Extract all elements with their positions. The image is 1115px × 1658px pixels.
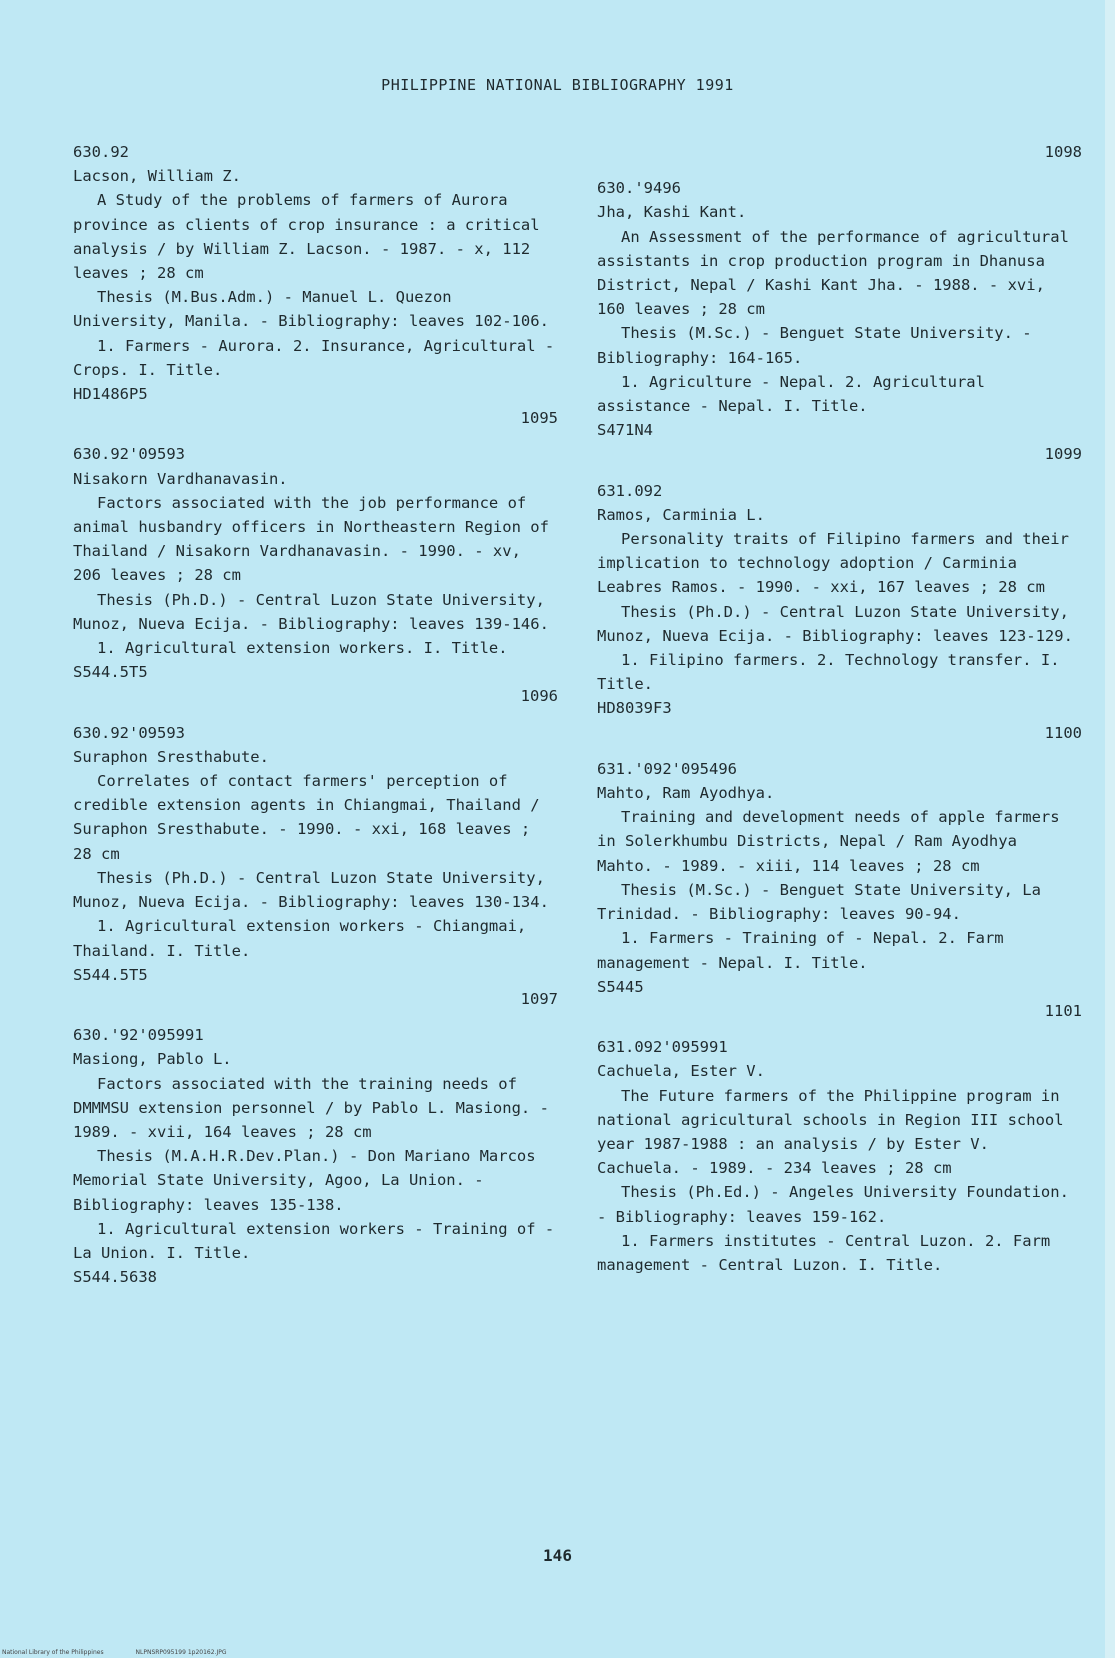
author: Masiong, Pablo L. xyxy=(73,1050,232,1069)
call-number: HD8039F3 xyxy=(597,699,672,718)
call-number: HD1486P5 xyxy=(73,385,148,404)
author: Cachuela, Ester V. xyxy=(597,1062,765,1081)
entry-number: 1099 xyxy=(1044,445,1082,464)
class-number: 630.'92'095991 xyxy=(73,1026,204,1045)
author: Nisakorn Vardhanavasin. xyxy=(73,469,288,488)
title-statement: An Assessment of the performance of agricultural assistants in crop production program in Dhanusa District, Nepal / Kashi Kant Jha. - 1988. - xvi, 160 leaves ; 28 cm xyxy=(597,227,1069,319)
catalog-entry xyxy=(73,442,558,708)
scan-footer xyxy=(2,1649,257,1656)
entry-number: 1100 xyxy=(1044,723,1082,742)
thesis-note: Thesis (Ph.Ed.) - Angeles University Foundation. - Bibliography: leaves 159-162. xyxy=(597,1183,1069,1226)
call-number: S544.5638 xyxy=(73,1268,157,1287)
class-number: 631.'092'095496 xyxy=(597,759,737,778)
footer-library: National Library of the Philippines xyxy=(2,1649,104,1656)
entry-number: 1095 xyxy=(520,409,558,428)
class-number: 630.92 xyxy=(73,143,129,161)
thesis-note: Thesis (Ph.D.) - Central Luzon State University, Munoz, Nueva Ecija. - Bibliography: leaves 130-134. xyxy=(73,868,549,912)
entry-number: 1096 xyxy=(520,687,558,706)
author: Suraphon Sresthabute. xyxy=(73,747,269,766)
title-statement: The Future farmers of the Philippine program in national agricultural schools in Region III school year 1987-1988 : an analysis / by Ester V. Cachuela. - 1989. - 234 leaves ; 28 cm xyxy=(597,1086,1064,1178)
class-number: 630.'9496 xyxy=(597,179,681,198)
call-number: S5445 xyxy=(597,977,644,996)
page-header: PHILIPPINE NATIONAL BIBLIOGRAPHY 1991 xyxy=(381,76,734,94)
subject-headings: 1. Agricultural extension workers. I. Title. xyxy=(97,639,508,658)
thesis-note: Thesis (M.Bus.Adm.) - Manuel L. Quezon University, Manila. - Bibliography: leaves 102-106. xyxy=(73,288,549,331)
subject-headings: 1. Agricultural extension workers - Training of - La Union. I. Title. xyxy=(73,1219,555,1262)
thesis-note: Thesis (Ph.D.) - Central Luzon State University, Munoz, Nueva Ecija. - Bibliography: leaves 123-129. xyxy=(597,602,1073,645)
author: Ramos, Carminia L. xyxy=(597,505,765,524)
entry-number: 1098 xyxy=(1044,143,1082,161)
title-statement: Training and development needs of apple farmers in Solerkhumbu Districts, Nepal / Ram Ayodhya Mahto. - 1989. - xiii, 114 leaves ; 28 cm xyxy=(597,808,1060,875)
subject-headings: 1. Farmers - Aurora. 2. Insurance, Agricultural - Crops. I. Title. xyxy=(73,336,555,379)
thesis-note: Thesis (M.Sc.) - Benguet State University. - Bibliography: 164-165. xyxy=(597,324,1032,367)
footer-file: NLPNSRP095199 1p20162.JPG xyxy=(135,1649,227,1656)
entry-number: 1101 xyxy=(1044,1001,1082,1020)
catalog-entry xyxy=(597,176,1082,466)
call-number: S471N4 xyxy=(597,421,653,440)
page-number: 146 xyxy=(543,1546,572,1565)
class-number: 631.092'095991 xyxy=(597,1038,728,1057)
subject-headings: 1. Filipino farmers. 2. Technology transfer. I. Title. xyxy=(597,651,1060,694)
author: Lacson, William Z. xyxy=(73,167,241,186)
subject-headings: 1. Agricultural extension workers - Chiangmai, Thailand. I. Title. xyxy=(73,917,527,960)
class-number: 630.92'09593 xyxy=(73,723,185,742)
thesis-note: Thesis (M.Sc.) - Benguet State University, La Trinidad. - Bibliography: leaves 90-94. xyxy=(597,880,1041,924)
subject-headings: 1. Agriculture - Nepal. 2. Agricultural assistance - Nepal. I. Title. xyxy=(597,372,985,416)
title-statement: A Study of the problems of farmers of Aurora province as clients of crop insurance : a critical analysis / by William Z. Lacson. - 1987. - x, 112 leaves ; 28 cm xyxy=(73,191,540,283)
call-number: S544.5T5 xyxy=(73,965,148,984)
class-number: 630.92'09593 xyxy=(73,445,185,464)
subject-headings: 1. Farmers institutes - Central Luzon. 2. Farm management - Central Luzon. I. Title. xyxy=(597,1231,1051,1274)
left-column xyxy=(73,140,558,1289)
class-number: 631.092 xyxy=(597,481,663,500)
catalog-entry xyxy=(73,721,558,1011)
catalog-entry xyxy=(73,1023,558,1289)
thesis-note: Thesis (M.A.H.R.Dev.Plan.) - Don Mariano Marcos Memorial State University, Agoo, La Union. - Bibliography: leaves 135-138. xyxy=(73,1147,536,1214)
catalog-entry xyxy=(73,140,558,430)
thesis-note: Thesis (Ph.D.) - Central Luzon State University, Munoz, Nueva Ecija. - Bibliography: leaves 139-146. xyxy=(73,590,549,633)
call-number: S544.5T5 xyxy=(73,663,148,682)
author: Mahto, Ram Ayodhya. xyxy=(597,784,775,803)
right-column xyxy=(597,140,1082,1277)
entry-number: 1097 xyxy=(520,989,558,1008)
title-statement: Factors associated with the job performance of animal husbandry officers in Northeastern Region of Thailand / Nisakorn Vardhanavasin. - 1990. - xv, 206 leaves ; 28 cm xyxy=(73,493,549,585)
title-statement: Factors associated with the training needs of DMMMSU extension personnel / by Pablo L. Masiong. - 1989. - xvii, 164 leaves ; 28 cm xyxy=(73,1074,549,1141)
subject-headings: 1. Farmers - Training of - Nepal. 2. Farm management - Nepal. I. Title. xyxy=(597,929,1004,972)
catalog-entry xyxy=(597,479,1082,745)
author: Jha, Kashi Kant. xyxy=(597,203,747,222)
catalog-entry xyxy=(597,1035,1082,1277)
page-edge xyxy=(1105,0,1115,1658)
title-statement: Correlates of contact farmers' perception of credible extension agents in Chiangmai, Thailand / Suraphon Sresthabute. - 1990. - xxi, 168 leaves ; 28 cm xyxy=(73,772,540,863)
catalog-entry xyxy=(597,757,1082,1023)
title-statement: Personality traits of Filipino farmers and their implication to technology adoption / Carminia Leabres Ramos. - 1990. - xxi, 167 leaves ; 28 cm xyxy=(597,530,1069,597)
